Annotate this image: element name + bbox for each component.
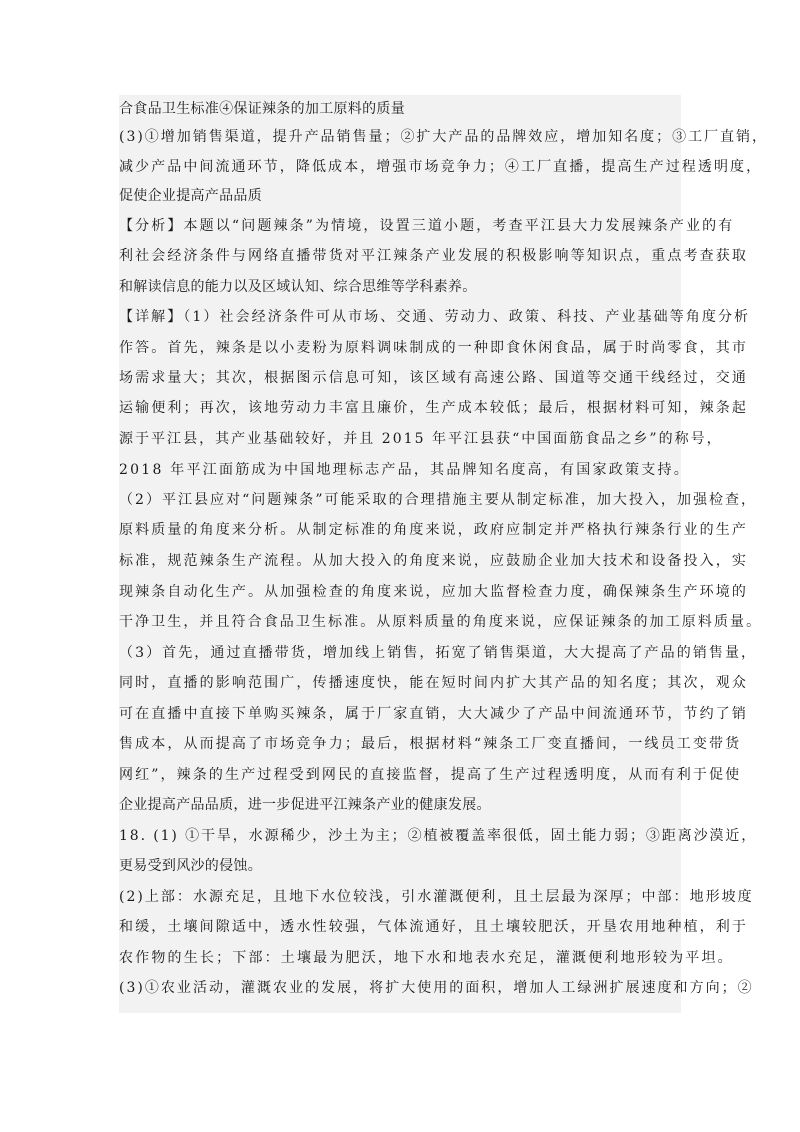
line-30: (3)①农业活动，灌溉农业的发展，将扩大使用的面积，增加人工绿洲扩展速度和方向；② <box>119 980 754 996</box>
line-20: 同时，直播的影响范围广，传播速度快，能在短时间内扩大其产品的知名度；其次，观众 <box>119 675 749 691</box>
line-16: 标准，规范辣条生产流程。从加大投入的角度来说，应鼓励企业加大技术和设备投入，实 <box>119 553 749 569</box>
line-25: 18. (1) ①干旱，水源稀少，沙土为主；②植被覆盖率很低，固土能力弱；③距离沙漠近， <box>119 828 758 844</box>
line-9: 作答。首先，辣条是以小麦粉为原料调味制成的一种即食休闲食品，属于时尚零食，其市 <box>119 340 749 356</box>
line-26: 更易受到风沙的侵蚀。 <box>119 858 262 874</box>
line-17: 现辣条自动化生产。从加强检查的角度来说，应加大监督检查力度，确保辣条生产环境的 <box>119 584 749 600</box>
line-5: 【分析】本题以“问题辣条”为情境，设置三道小题，考查平江县大力发展辣条产业的有 <box>119 218 735 234</box>
line-6: 利社会经济条件与网络直播带货对平江辣条产业发展的积极影响等知识点，重点考查获取 <box>119 248 749 264</box>
line-13: 2018 年平江面筋成为中国地理标志产品，其品牌知名度高，有国家政策支持。 <box>119 462 690 478</box>
line-7: 和解读信息的能力以及区域认知、综合思维等学科素养。 <box>119 279 477 295</box>
line-15: 原料质量的角度来分析。从制定标准的角度来说，政府应制定并严格执行辣条行业的生产 <box>119 522 749 538</box>
line-28: 和缓，土壤间隙适中，透水性较强，气体流通好，且土壤较肥沃，开垦农用地种植，利于 <box>119 919 749 935</box>
line-18: 干净卫生，并且符合食品卫生标准。从原料质量的角度来说，应保证辣条的加工原料质量。 <box>119 614 763 630</box>
line-8: 【详解】（1）社会经济条件可从市场、交通、劳动力、政策、科技、产业基础等角度分析 <box>119 309 751 325</box>
line-1: 合食品卫生标准④保证辣条的加工原料的质量 <box>119 101 405 117</box>
line-21: 可在直播中直接下单购买辣条，属于厂家直销，大大减少了产品中间流通环节，节约了销 <box>119 706 749 722</box>
line-27: (2)上部：水源充足，且地下水位较浅，引水灌溉便利，且土层最为深厚；中部：地形坡度 <box>119 889 754 905</box>
line-12: 源于平江县，其产业基础较好，并且 2015 年平江县获“中国面筋食品之乡”的称号， <box>119 431 723 447</box>
line-4: 促使企业提高产品品质 <box>119 188 262 204</box>
line-14: （2）平江县应对“问题辣条”可能采取的合理措施主要从制定标准，加大投入，加强检查， <box>119 492 758 508</box>
line-10: 场需求量大；其次，根据图示信息可知，该区域有高速公路、国道等交通干线经过，交通 <box>119 370 749 386</box>
line-3: 减少产品中间流通环节，降低成本，增强市场竞争力；④工厂直播，提高生产过程透明度， <box>119 159 763 175</box>
line-11: 运输便利；再次，该地劳动力丰富且廉价，生产成本较低；最后，根据材料可知，辣条起 <box>119 400 749 416</box>
line-2: (3)①增加销售渠道，提升产品销售量；②扩大产品的品牌效应，增加知名度；③工厂直销， <box>119 129 768 145</box>
line-22: 售成本，从而提高了市场竞争力；最后，根据材料“辣条工厂变直播间，一线员工变带货 <box>119 736 742 752</box>
line-24: 企业提高产品品质，进一步促进平江辣条产业的健康发展。 <box>119 797 491 813</box>
line-23: 网红”，辣条的生产过程受到网民的直接监督，提高了生产过程透明度，从而有利于促使 <box>119 767 742 783</box>
line-19: （3）首先，通过直播带货，增加线上销售，拓宽了销售渠道，大大提高了产品的销售量， <box>119 645 758 661</box>
line-29: 农作物的生长；下部：土壤最为肥沃，地下水和地表水充足，灌溉便利地形较为平坦。 <box>119 950 734 966</box>
